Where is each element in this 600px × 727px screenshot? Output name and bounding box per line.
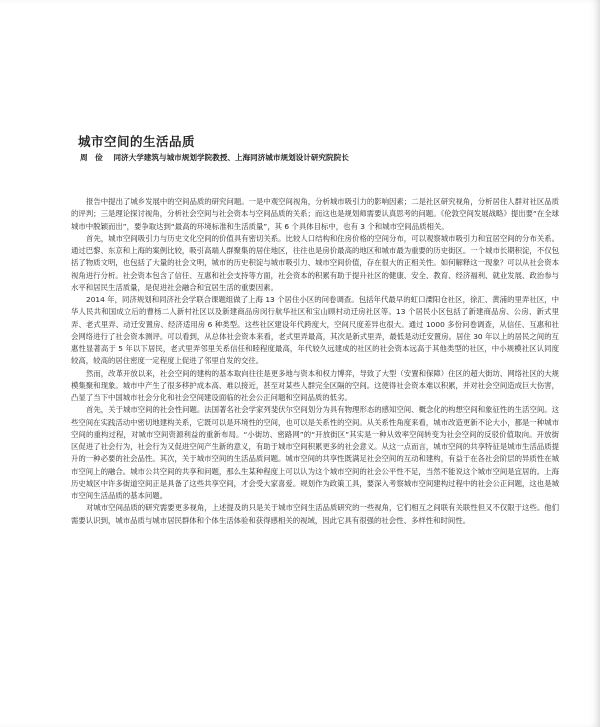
author-byline — [80, 152, 349, 163]
paragraph: 首先，关于城市空间的社会性问题。法国著名社会学家列斐伏尔空间划分为具有物理形态的感知空间、概念化的构想空间和象征性的生活空间。这些空间在实践活动中密切地建构关系，它既可以是环境性的空间，也可以是关系性的空间。从关系性角度来看，城市改造更新不论大小，都是一种城市空间的重构过程，对城市空间资源利益的重新布局。“小街坊、密路网”的“开放街区”其实是一种从效率空间转变为社会空间的反驳价值取向。开放街区促进了社会行为，社会行为又促进空间产生新的意义，有助于城市空间积累更多的社会意义。从这一点而言，城市空间的共享特征是城市生活品质提升的一种必要的社会品性。其次，关于城市空间的生活品质问题。城市空间的共享性既满足社会空间的互动和建构，有益于在各社会阶层的异质性在城市空间上的融合。城市公共空间的共享和问题，那么生某种程度上可以认为这个城市空间的社会公平性不足，当然不能说这个城市空间是宜居的。上海历史城区中许多街道空间正是具备了这些共享空间，才会受大家喜爱。规划作为政策工具，要深入考察城市空间建构过程中的社会公正问题，这也是城市空间生活品质的基本问题。 — [71, 405, 560, 500]
article-body — [71, 196, 559, 527]
paragraph: 首先，城市空间吸引力与历史文化空间的价值具有密切关系。比较人口结构和住房价格的空间分布，可以观察城市吸引力和宜居空间的分布关系。通过巴黎、东京和上海的案例比较，吸引高端人群聚集的居住地区，往往也是房价最高的地区和城市最为重要的历史街区。一个城市长期积淀，不仅包括了物质文明，也包括了大量的社会文明，城市的历史积淀与城市吸引力、城市空间价值，存在很大的正相关性。如何解释这一现象？可以从社会资本视角进行分析。社会资本包含了信任、互惠和社会支持等方面，社会资本的积累有助于提升社区的健康、安全、教育、经济福利、就业发展、政治参与水平和居民生活质量，是促进社会融合和宜居生活的重要因素。 — [71, 233, 560, 292]
article-title: 城市空间的生活品质 — [78, 134, 196, 149]
author-affiliation: 同济大学建筑与城市规划学院教授、上海同济城市规划设计研究院院长 — [113, 153, 349, 162]
paragraph: 报告中提出了城乡发展中的空间品质的研究问题。一是中观空间视角，分析城市吸引力的影响因素；二是社区研究视角，分析居住人群对社区品质的评判；三是理论探讨视角，分析社会空间与社会资本与空间品质的关系；而这也是规划师需要认真思考的问题。《伦敦空间发展战略》提出要“在全球城市中脱颖而出”，要争取达到“最高的环境标准和生活质量”，其 6 个具体目标中，也有 3 个和城市空间品质相关。 — [71, 197, 560, 231]
author-name: 周 俭 — [80, 153, 103, 162]
paragraph: 对城市空间品质的研究需要更多视角，上述提及的只是关于城市空间生活品质研究的一些视角，它们相互之间联有关联性但又不仅限于这些。他们需要认识到，城市品质与城市居民群体和个体生活体验和获得感相关的视域，因此它具有很强的社会性、多样性和时间性。 — [71, 503, 560, 525]
paragraph: 2014 年，同济规划和同济社会学联合课题组做了上海 13 个居住小区的问卷调查。包括年代最早的虹口溧阳仓社区，徐汇、黄浦的里弄社区，中华人民共和国成立后的曹杨二人新村社区以及新建商品房闵行航华社区和宝山顾村动迁房社区等。13 个居民小区包括了新建商品房、公房、新式里弄、老式里弄、动迁安置房、经济适用房 6 种类型。这些社区建设年代跨度大，空间尺度差异也很大。通过 1000 多份问卷调查，从信任、互惠和社会网络进行了社会资本测评。可以看到，从总体社会资本来看，老式里弄最高，其次是新式里弄，最低是动迁安置房。居住 30 年以上的居民之间的互惠性显著高于 5 年以下居民，老式里弄邻里关系信任和睦程度最高，年代较久远建成的社区的社会资本远高于其他类型的社区，中小规模社区认同度较高，较高的居住密度一定程度上促进了邻里自发的交往。 — [71, 295, 559, 366]
paragraph: 然而，改革开放以来，社会空间的建构的基本取向往往是更多地与资本和权力博弈，导致了大型（安置和保障）住区的超大街坊、网络社区的大规模集聚和现象。城市中产生了很多移护成本高、难以接近，甚至对某些人群完全区隔的空间。这使得社会资本难以积累，并对社会空间造成巨大伤害，凸显了当下中国城市社会分化和社会空间建设面临的社会公正问题和空间品质的低劣。 — [71, 368, 560, 402]
